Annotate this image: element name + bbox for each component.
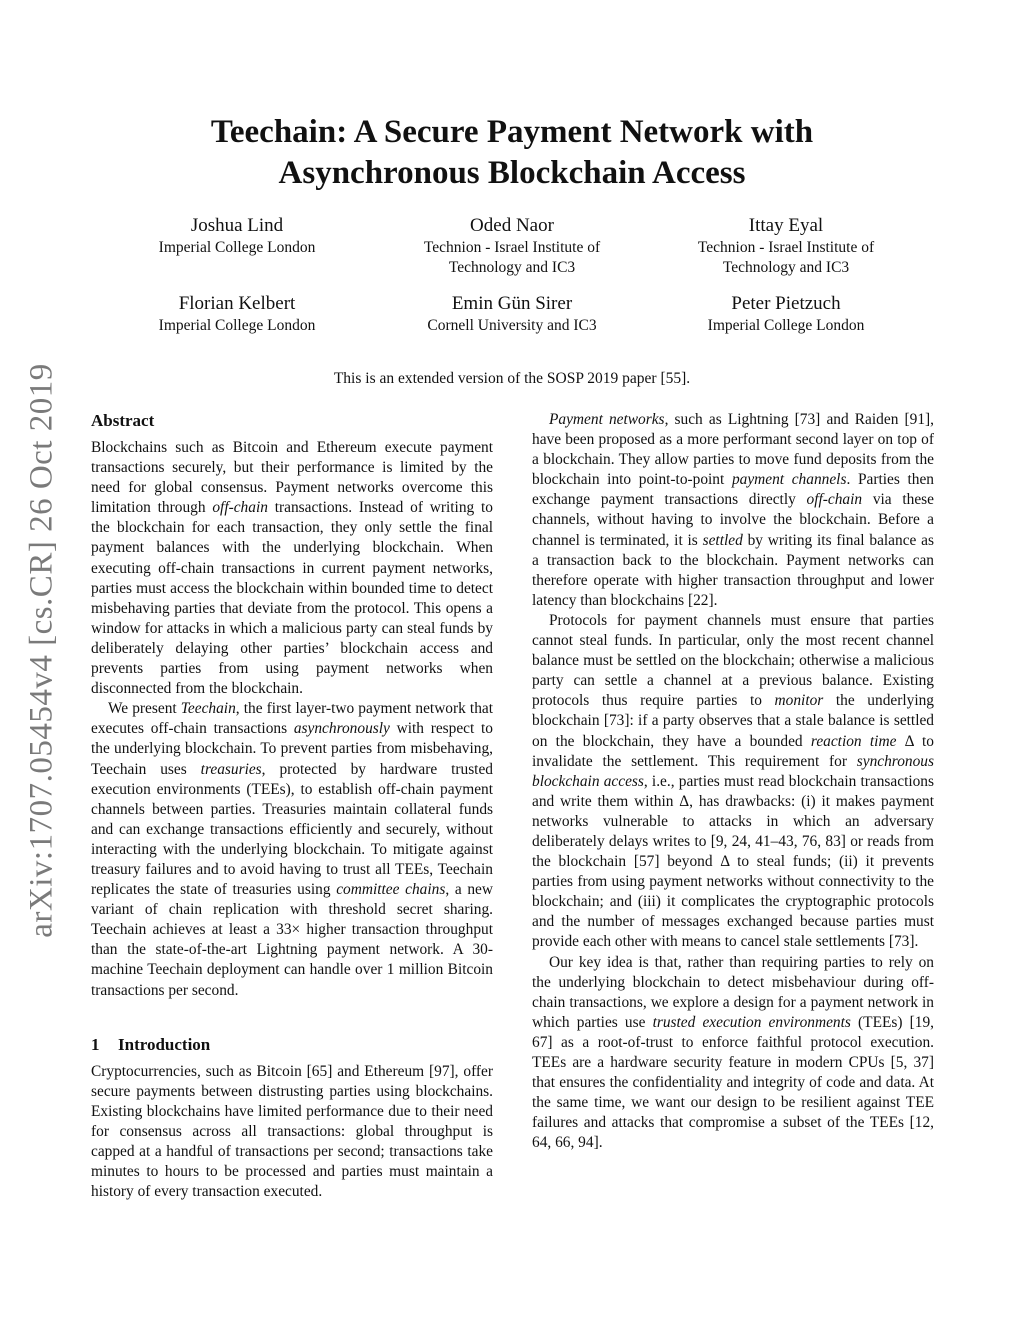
paper-title [90,112,934,194]
author-block [362,214,662,278]
title-line-2: Asynchronous Blockchain Access [278,155,746,191]
author-affiliation: Imperial College London [707,317,865,334]
author-affiliation-cont: Technology and IC3 [448,259,576,276]
author-affiliation: Imperial College London [158,239,316,256]
title-line-1: Teechain: A Secure Payment Network with [210,114,814,150]
author-name: Oded Naor [470,215,554,236]
author-block [636,214,936,278]
right-column [532,410,934,1153]
extended-version-note: This is an extended version of the SOSP 2019 paper [55]. [333,370,691,387]
author-affiliation: Technion - Israel Institute of [697,239,875,256]
author-name: Peter Pietzuch [731,293,841,314]
author-name: Joshua Lind [190,215,284,236]
introduction-heading [91,1034,493,1056]
introduction-paragraph-3: Protocols for payment channels must ensure that parties cannot steal funds. In particular, only the most recent channel balance must be settled on the blockchain; otherwise a malicious party can settle a channel at a previous balance. Existing protocols thus require parties to monitor the underlying blockchain [73]: if a party observes that a stale balance is settled on the blockchain, they have a bounded reaction time Δ to invalidate the settlement. This requirement for synchronous blockchain access, i.e., parties must read blockchain transactions and write them within Δ, has drawbacks: (i) it makes payment networks vulnerable to attacks in which an adversary deliberately delays writes to [9, 24, 41–43, 76, 83] or reads from the blockchain [57] beyond Δ to steal funds; (ii) it prevents parties from using payment networks without connectivity to the blockchain; and (iii) it complicates the cryptographic protocols and the number of messages exchanged because parties must provide each other with means to cancel stale settlements [73]. [532,611,934,951]
abstract-paragraph-2: We present Teechain, the first layer-two payment network that executes off-chain transactions asynchronously with respect to the underlying blockchain. To prevent parties from misbehaving, Teechain uses treasuries, protected by hardware trusted execution environments (TEEs), to establish off-chain payment channels between parties. Treasuries maintain collateral funds and can exchange transactions efficiently and securely, without interacting with the underlying blockchain. To mitigate against treasury failures and to avoid having to trust all TEEs, Teechain replicates the state of treasuries using committee chains, a new variant of chain replication with threshold secret sharing. Teechain achieves at least a 33× higher transaction throughput than the state-of-the-art Lightning payment network. A 30-machine Teechain deployment can handle over 1 million Bitcoin transactions per second. [91,700,494,999]
author-affiliation: Cornell University and IC3 [427,317,597,334]
introduction-paragraph-4: Our key idea is that, rather than requiring parties to rely on the underlying blockchain to detect misbehaviour during off-chain transactions, we explore a design for a payment network in which parties use trusted execution environments (TEEs) [19, 67] as a root-of-trust to enforce faithful protocol execution. TEEs are a hardware security feature in modern CPUs [5, 37] that ensures the confidentiality and integrity of code and data. At the same time, we want our design to be resilient against TEE failures and attacks that compromise a subset of the TEEs [12, 64, 66, 94]. [532,953,934,1152]
section-title: Introduction [118,1034,211,1054]
author-name: Ittay Eyal [748,215,824,236]
author-block [87,214,387,258]
author-name: Emin Gün Sirer [451,293,573,314]
author-block [636,292,936,336]
author-block [87,292,387,336]
abstract-heading: Abstract [91,411,155,430]
author-affiliation: Technion - Israel Institute of [423,239,601,256]
author-affiliation: Imperial College London [158,317,316,334]
abstract-paragraph-1: Blockchains such as Bitcoin and Ethereum execute payment transactions securely, but their performance is limited by the need for global consensus. Payment networks overcome this limitation through off-chain transactions. Instead of writing to the blockchain for each transaction, they only settle the final payment balances with the underlying blockchain. When executing off-chain transactions in current payment networks, parties must access the blockchain within bounded time to detect misbehaving parties that deviate from the protocol. This opens a window for attacks in which a malicious party can steal funds by deliberately delaying other parties’ blockchain access and prevents parties from using payment networks when disconnected from the blockchain. [91,439,493,698]
arxiv-stamp [18,355,66,945]
arxiv-id: arXiv:1707.05454v4 [cs.CR] 26 Oct 2019 [23,362,60,938]
author-name: Florian Kelbert [178,293,296,314]
section-number: 1 [91,1034,100,1054]
author-block [362,292,662,336]
author-affiliation-cont: Technology and IC3 [722,259,850,276]
introduction-paragraph-1: Cryptocurrencies, such as Bitcoin [65] and Ethereum [97], offer secure payments between distrusting parties using blockchains. Existing blockchains have limited performance due to their need for consensus across all transactions: global throughput is capped at a handful of transactions per second; transactions take minutes to hours to be processed and parties must maintain a history of every transaction executed. [91,1062,493,1201]
introduction-paragraph-2: Payment networks, such as Lightning [73] and Raiden [91], have been proposed as a more performant second layer on top of a blockchain. They allow parties to move fund deposits from the blockchain into point-to-point payment channels. Parties then exchange payment transactions directly off-chain via these channels, without having to involve the blockchain. Before a channel is terminated, it is settled by writing its final balance as a transaction back to the blockchain. Payment networks can therefore operate with higher transaction throughput and lower latency than blockchains [22]. [532,411,935,609]
left-column [91,410,493,1202]
